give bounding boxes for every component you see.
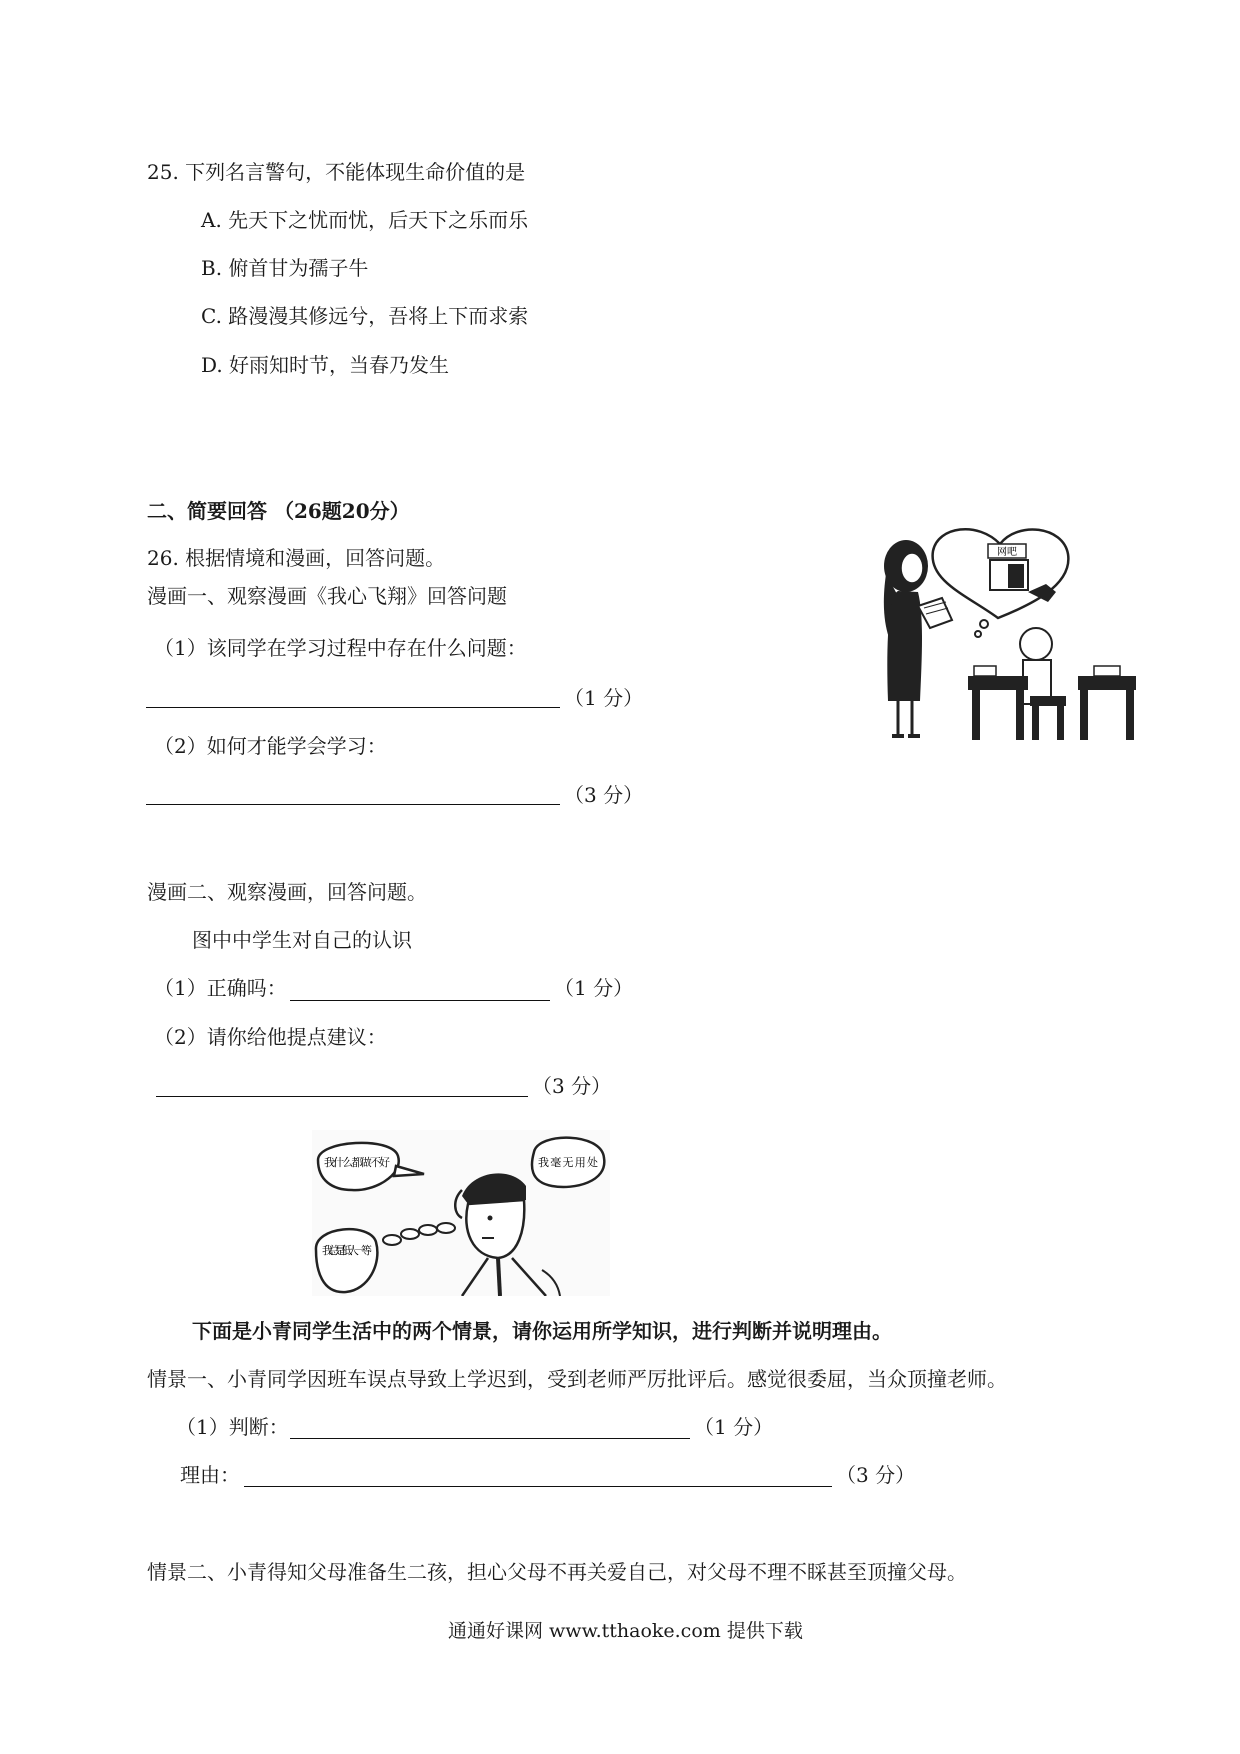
page-footer: 通通好课网 www.tthaoke.com 提供下载 [448,1620,803,1642]
comic2-bubble-3: 我总是低人一等 [322,1244,372,1257]
q25-option-a: A. 先天下之忧而忧，后天下之乐而乐 [201,208,529,232]
section-title: 二、简要回答 （26题20分） [147,499,410,523]
comic1-intro: 漫画一、观察漫画《我心飞翔》回答问题 [147,584,507,608]
comic2-score-1: （1 分） [554,976,634,1000]
scenario1-reason-line[interactable] [244,1486,832,1487]
scenario1-text: 情景一、小青同学因班车误点导致上学迟到，受到老师严厉批评后。感觉很委屈，当众顶撞老师。 [147,1367,1007,1391]
comic1-question-1: （1）该同学在学习过程中存在什么问题： [154,636,527,660]
q25-option-d: D. 好雨知时节，当春乃发生 [201,353,450,377]
comic1-sign-text: 网吧 [997,547,1017,558]
comic2-intro: 漫画二、观察漫画，回答问题。 [147,880,427,904]
scenario2-text: 情景二、小青得知父母准备生二孩，担心父母不再关爱自己，对父母不理不睬甚至顶撞父母。 [147,1560,967,1584]
q25-option-c: C. 路漫漫其修远兮，吾将上下而求索 [201,304,529,328]
scenario1-judge-score: （1 分） [694,1415,774,1439]
scenario1-reason-score: （3 分） [836,1463,916,1487]
comic2-bubble-2: 我毫无用处 [538,1156,598,1169]
scenario1-judge-label: （1）判断： [176,1415,289,1439]
scenario-intro: 下面是小青同学生活中的两个情景，请你运用所学知识，进行判断并说明理由。 [192,1319,892,1343]
comic2-answer-line-2[interactable] [156,1096,528,1097]
comic2-question-1: （1）正确吗： [154,976,287,1000]
q26-stem: 26. 根据情境和漫画，回答问题。 [147,546,446,570]
comic2-illustration [312,1130,610,1296]
comic2-answer-line-1[interactable] [290,1000,550,1001]
comic2-lead: 图中中学生对自己的认识 [192,928,412,952]
q25-stem: 25. 下列名言警句，不能体现生命价值的是 [147,160,526,184]
comic2-score-2: （3 分） [532,1074,612,1098]
comic1-answer-line-1[interactable] [146,707,560,708]
scenario1-judge-line[interactable] [290,1438,690,1439]
comic1-score-2: （3 分） [564,783,644,807]
comic2-bubble-1: 我什么都做不好 [324,1156,390,1169]
comic1-answer-line-2[interactable] [146,804,560,805]
scenario1-reason-label: 理由： [180,1463,240,1487]
comic1-illustration [858,526,1138,744]
comic1-question-2: （2）如何才能学会学习： [154,734,387,758]
q25-option-b: B. 俯首甘为孺子牛 [201,256,369,280]
comic2-question-2: （2）请你给他提点建议： [154,1025,387,1049]
comic1-score-1: （1 分） [564,686,644,710]
